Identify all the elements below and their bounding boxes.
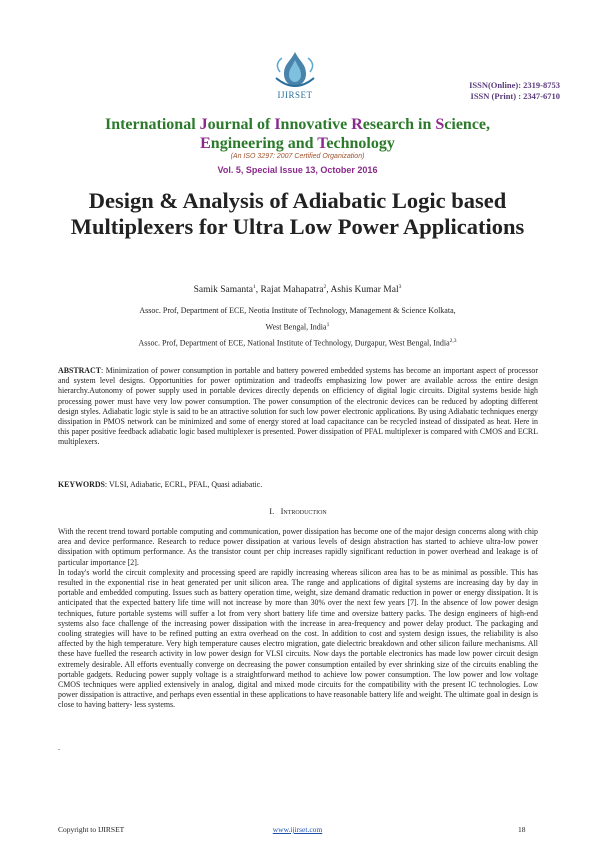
author-name: Samik Samanta [193,285,253,296]
abstract-label: ABSTRACT [58,366,101,375]
paper-title: Design & Analysis of Adiabatic Logic based Multiplexers for Ultra Low Power Applications [70,188,525,239]
abstract [58,366,538,448]
issn-block [420,80,560,102]
section-title: Introduction [280,506,327,516]
abstract-text: : Minimization of power consumption in portable and battery powered embedded systems has become an important aspect of processor and system level designs. Opportunities for power optimization and tradeoffs emphasizing low power are available across the entire design hierarchy.Autonomy of power supply used in portable devices directly depends on efficiency of digital logic circuits. Digital systems beside high processing power must have very low power consumption. The power consumption of the electronic devices can be reduced by adopting different design styles. Adiabatic logic style is said to be an attractive solution for such low power electronic applications. By using Adiabatic techniques energy dissipation in PMOS network can be minimized and some of energy stored at load capacitance can be recycled instead of dissipated as heat. Here in this paper positive feedback adiabatic logic based multiplexer is presented. Power dissipation of PFAL multiplexer is compared with CMOS and ECRL multiplexers. [58,366,538,447]
introduction-body [58,527,538,711]
affiliation-1-line1: Assoc. Prof, Department of ECE, Neotia Institute of Technology, Management & Science Kolkata, [139,306,456,315]
page-number: 18 [518,825,526,834]
paragraph: In today's world the circuit complexity and processing speed are rapidly increasing whereas silicon area has to be as minimal as possible. This has resulted in the exponential rise in heat generated per unit silicon area. The range and applications of digital systems are increasing day by day in portable and embedded computing. Issues such as battery operation time, weight, size demand dramatic reduction in power or energy dissipation. It is anticipated that the expected battery life time will not increase by more than 30% over the next few years [7]. In the absence of low power design techniques, future portable systems will suffer a lot from very short battery life time and oversize battery packs. The design engineers of high-end systems also face challenge of the increasing power dissipation with the increase in area-frequency and power delay product. The packaging and cooling strategies will have to be refined putting an extra overhead on the cost. In addition to cost and system design issues, the reliability is also affected by the high temperature. Very high temperature causes electro migration, gate dielectric breakdown and other silicon failure mechanisms. All these have fuelled the research activity in low power design for VLSI circuits. Now days the portable electronics has made low power circuit design extremely desirable. All efforts eventually converge on decreasing the power consumption entailed by ever shrinking size of the circuits enabling the portable gadgets. Reducing power supply voltage is a straightforward method to achieve low power consumption. The low power and low voltage CMOS techniques were applied extensively in analog, digital and mixed mode circuits for the compatibility with the present IC technologies. Low power dissipation is attractive, and perhaps even essential in these applications to have reasonable battery life and weight. The ultimate goal in design is close to having battery- less systems. [58,567,538,710]
journal-name-line1: International Journal of Innovative Research in Science, [104,116,491,133]
author-name: Ashis Kumar Mal [330,285,399,296]
footer-copyright: Copyright to IJIRSET [58,825,125,834]
author-list: Samik Samanta$^1$, Rajat Mahapatra$^2$, Ashis Kumar Mal$^3$ [193,284,402,296]
affiliation-1-line2: West Bengal, India$^1$ [265,322,330,332]
logo-text: IJIRSET [277,90,313,100]
journal-name [60,115,535,153]
issn-online: ISSN(Online): 2319-8753 [469,80,560,90]
section-heading [58,506,538,516]
journal-name-line2: Engineering and Technology [200,135,395,152]
keywords-text: : VLSI, Adiabatic, ECRL, PFAL, Quasi adiabatic. [104,480,263,489]
keywords-label: KEYWORDS [58,480,105,489]
trailing-dot: . [58,743,60,752]
volume-issue: Vol. 5, Special Issue 13, October 2016 [217,165,378,175]
section-number: I. [269,506,275,516]
keywords [58,480,538,490]
paragraph: With the recent trend toward portable computing and communication, power dissipation has become one of the major design concerns along with chip area and device performance. Research to reduce power dissipation at various levels of design abstraction has started to achieve ultra-low power dissipation with optimum performance. As the transistor count per chip increases rapidly significant reduction in power overhead and leakage is of particular importance [2]. [58,527,538,567]
issn-print: ISSN (Print) : 2347-6710 [470,91,560,101]
author-name: Rajat Mahapatra [260,285,324,296]
iso-certification: (An ISO 3297: 2007 Certified Organization) [230,153,365,160]
footer-url-link[interactable]: www.ijirset.com [272,825,323,834]
affiliation-2: Assoc. Prof, Department of ECE, National Institute of Technology, Durgapur, West Bengal, India$^{2,3}$ [138,338,457,348]
